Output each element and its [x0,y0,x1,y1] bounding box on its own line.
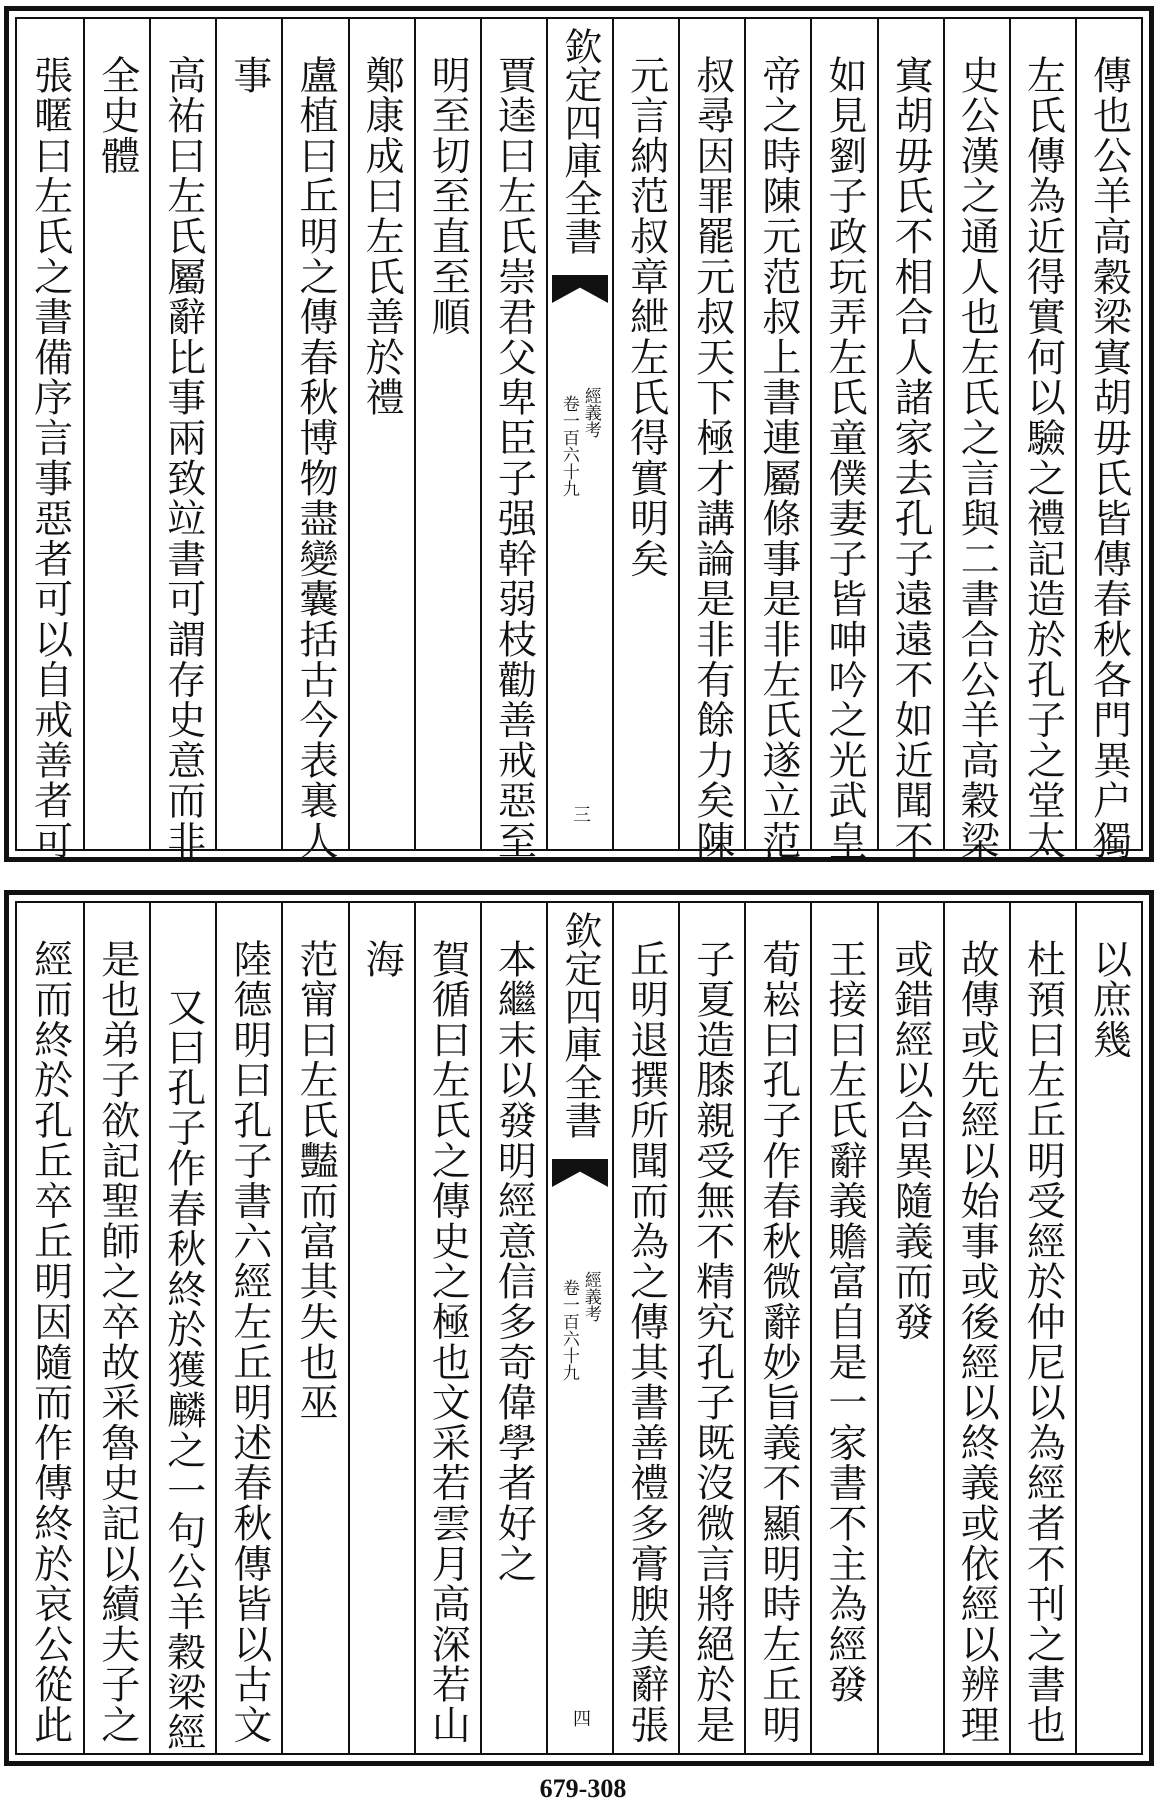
text-column [810,903,876,1753]
book-title: 經義考 [580,387,601,438]
column-text: 寘胡毋氏不相合人諸家去孔子遠遠不如近聞不 [888,55,934,861]
text-column [877,903,943,1753]
column-text: 陸德明曰孔子書六經左丘明述春秋傳皆以古文 [226,939,272,1745]
center-fold-column [546,19,612,849]
text-column [612,19,678,849]
text-column [744,903,810,1753]
column-text: 王接曰左氏辭義贍富自是一家書不主為經發 [821,939,867,1705]
text-column [17,19,83,861]
column-text: 如見劉子政玩弄左氏童僕妻子皆呻吟之光武皇 [821,55,867,861]
text-column [281,903,347,1753]
column-text: 高祐曰左氏屬辭比事兩致竝書可謂存史意而非 [160,55,206,861]
column-text: 以庶幾 [1086,939,1132,1060]
text-column [943,903,1009,1753]
page-number: 三 [570,805,591,823]
column-text: 左氏傳為近得實何以驗之禮記造於孔子之堂太 [1020,55,1066,861]
text-column [1009,19,1075,861]
text-column [83,903,149,1753]
collection-title: 欽定四庫全書 [558,27,602,255]
page-number: 四 [570,1709,591,1727]
fishtail-mark-icon [552,1159,608,1187]
lower-page-frame [15,901,1143,1755]
column-text: 海 [359,939,405,980]
collection-title: 欽定四庫全書 [558,911,602,1139]
column-text: 是也弟子欲記聖師之卒故采魯史記以續夫子之 [94,939,140,1745]
column-text: 或錯經以合異隨義而發 [888,939,934,1342]
column-text: 帝之時陳元范叔上書連屬條事是非左氏遂立范 [755,55,801,861]
text-column [348,19,414,849]
column-text: 經而終於孔丘卒丘明因隨而作傳終於哀公從此 [27,939,73,1745]
text-column [744,19,810,861]
column-text: 荀崧曰孔子作春秋微辭妙旨義不顯明時左丘明 [755,939,801,1745]
column-text: 叔尋因罪罷元叔天下極才講論是非有餘力矣陳 [689,55,735,861]
text-column [480,19,546,861]
text-column [678,903,744,1753]
upper-page-frame [15,17,1143,861]
text-column [810,19,876,861]
column-text: 盧植曰丘明之傳春秋博物盡變囊括古今表裏人 [293,55,339,861]
text-column [149,903,215,1753]
text-column [414,903,480,1753]
column-text: 賈逵曰左氏崇君父卑臣子强幹弱枝勸善戒惡至 [491,55,537,861]
column-text: 又曰孔子作春秋終於獲麟之一句公羊穀梁經 [160,987,206,1753]
column-text: 元言納范叔章紲左氏得實明矣 [623,55,669,579]
text-column [215,19,281,849]
column-text: 故傳或先經以始事或後經以終義或依經以辨理 [954,939,1000,1745]
text-column [678,19,744,861]
volume-number: 卷一百六十九 [558,395,579,497]
column-text: 子夏造膝親受無不精究孔子既沒微言將絕於是 [689,939,735,1745]
column-text: 范甯曰左氏豔而富其失也巫 [293,939,339,1423]
text-column [1009,903,1075,1753]
center-fold-column [546,903,612,1753]
text-column [17,903,83,1753]
column-text: 事 [226,55,272,96]
page-footer: 679-308 [539,1774,627,1803]
text-column [348,903,414,1753]
lower-page [4,890,1154,1766]
column-text: 明至切至直至順 [425,55,471,338]
text-column [149,19,215,861]
text-column [480,903,546,1753]
text-column [414,19,480,849]
text-column [943,19,1009,861]
upper-page [4,6,1154,862]
text-column [877,19,943,861]
column-text: 傳也公羊高穀梁寘胡毋氏皆傳春秋各門異户獨 [1086,55,1132,861]
book-title: 經義考 [580,1271,601,1322]
column-text: 張暱曰左氏之書備序言事惡者可以自戒善者可 [27,55,73,861]
volume-number: 卷一百六十九 [558,1279,579,1381]
text-column [1075,19,1141,861]
column-text: 鄭康成曰左氏善於禮 [359,55,405,418]
column-text: 史公漢之通人也左氏之言與二書合公羊高穀梁 [954,55,1000,861]
text-column [83,19,149,849]
text-column [612,903,678,1753]
column-text: 全史體 [94,55,140,176]
text-column [1075,903,1141,1753]
column-text: 本繼末以發明經意信多奇偉學者好之 [491,939,537,1584]
fishtail-mark-icon [552,275,608,303]
column-text: 丘明退撰所聞而為之傳其書善禮多膏腴美辭張 [623,939,669,1745]
column-text: 賀循曰左氏之傳史之極也文采若雲月高深若山 [425,939,471,1745]
column-text: 杜預曰左丘明受經於仲尼以為經者不刊之書也 [1020,939,1066,1745]
text-column [281,19,347,861]
text-column [215,903,281,1753]
